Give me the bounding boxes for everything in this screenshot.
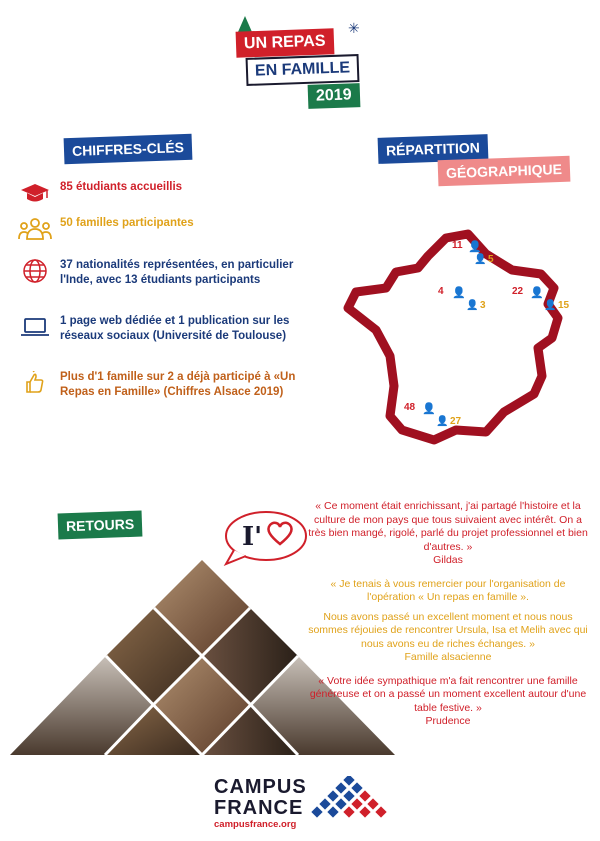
christmas-tree-icon <box>238 16 252 32</box>
thumbs-up-icon <box>18 370 52 396</box>
region-families-count: 5 <box>488 254 494 265</box>
key-figure-web <box>18 314 308 344</box>
love-speech-bubble <box>222 510 308 566</box>
student-icon: 👤 <box>468 241 482 253</box>
region-families-count: 15 <box>558 300 570 311</box>
snowflake-icon: ✳ <box>348 20 360 36</box>
testimonial-text: « Votre idée sympathique m'a fait rencontrer une famille généreuse et on a passé un moment excellent autour d'une table festive. » <box>309 674 587 714</box>
region-students-count: 11 <box>452 240 463 251</box>
key-figure-text: 37 nationalités représentées, en particulier l'Inde, avec 13 étudiants participants <box>60 259 294 286</box>
section-retours: RETOURS <box>58 511 143 540</box>
key-figure-text: Plus d'1 famille sur 2 a déjà participé à «Un Repas en Famille» (Chiffres Alsace 2019) <box>60 371 296 398</box>
event-title <box>236 18 366 114</box>
family-icon: 👤 <box>474 254 487 265</box>
speech-text: I' <box>242 522 263 552</box>
region-students-count: 4 <box>438 286 444 297</box>
section-repartition-line-1: RÉPARTITION <box>378 134 489 164</box>
title-line-1: UN REPAS <box>236 28 334 57</box>
student-icon: 👤 <box>530 287 544 299</box>
logo-line-1: CAMPUS <box>214 776 307 798</box>
key-figure-text: 85 étudiants accueillis <box>60 181 183 193</box>
family-icon: 👤 <box>466 300 479 311</box>
region-families-count: 3 <box>480 300 486 311</box>
key-figure-text: 50 familles participantes <box>60 217 194 229</box>
testimonial-text: Nous avons passé un excellent moment et nous nous sommes réjouies de rencontrer Ursula, Isa et Melih avec qui nous avons eu de riches échanges. » <box>308 610 588 650</box>
campus-france-logo[interactable] <box>214 772 394 832</box>
section-repartition-line-2: GÉOGRAPHIQUE <box>438 156 571 187</box>
family-icon: 👤 <box>544 300 557 311</box>
key-figure-students <box>18 180 182 206</box>
testimonial-author: Famille alsacienne <box>404 651 492 663</box>
logo-url[interactable]: campusfrance.org <box>214 819 297 830</box>
key-figure-returning <box>18 370 308 400</box>
testimonial-text: « Je tenais à vous remercier pour l'organisation de l'opération « Un repas en famille ». <box>330 577 566 603</box>
region-families-count: 27 <box>450 416 462 427</box>
testimonial-gildas <box>306 500 590 568</box>
diamond-pattern-icon <box>306 776 392 820</box>
region-students-count: 48 <box>404 402 416 413</box>
laptop-icon <box>18 314 52 340</box>
testimonials <box>306 500 590 739</box>
testimonial-text: « Ce moment était enrichissant, j'ai partagé l'histoire et la culture de mon pays que tous suivaient avec intérêt. On a très bien mangé, rigolé, parlé du projet professionnel et bien d'autres. » <box>308 500 588 553</box>
testimonial-author: Gildas <box>433 554 463 566</box>
logo-line-2: FRANCE <box>214 797 304 819</box>
key-figure-text: 1 page web dédiée et 1 publication sur les réseaux sociaux (Université de Toulouse) <box>60 315 290 342</box>
student-icon: 👤 <box>452 287 466 299</box>
key-figure-nationalities <box>18 258 308 288</box>
key-figure-families <box>18 216 194 242</box>
graduation-cap-icon <box>18 180 52 206</box>
testimonial-family-intro <box>306 578 590 605</box>
testimonial-famille-alsacienne <box>306 611 590 665</box>
people-icon <box>18 216 52 242</box>
title-line-2: EN FAMILLE <box>246 54 360 86</box>
region-students-count: 22 <box>512 286 524 297</box>
student-icon: 👤 <box>422 403 436 415</box>
france-map <box>336 226 586 456</box>
testimonial-prudence <box>306 675 590 729</box>
globe-icon <box>18 258 52 284</box>
section-key-figures: CHIFFRES-CLÉS <box>64 134 193 164</box>
testimonial-author: Prudence <box>425 715 471 727</box>
family-icon: 👤 <box>436 416 449 427</box>
title-year: 2019 <box>308 83 360 109</box>
